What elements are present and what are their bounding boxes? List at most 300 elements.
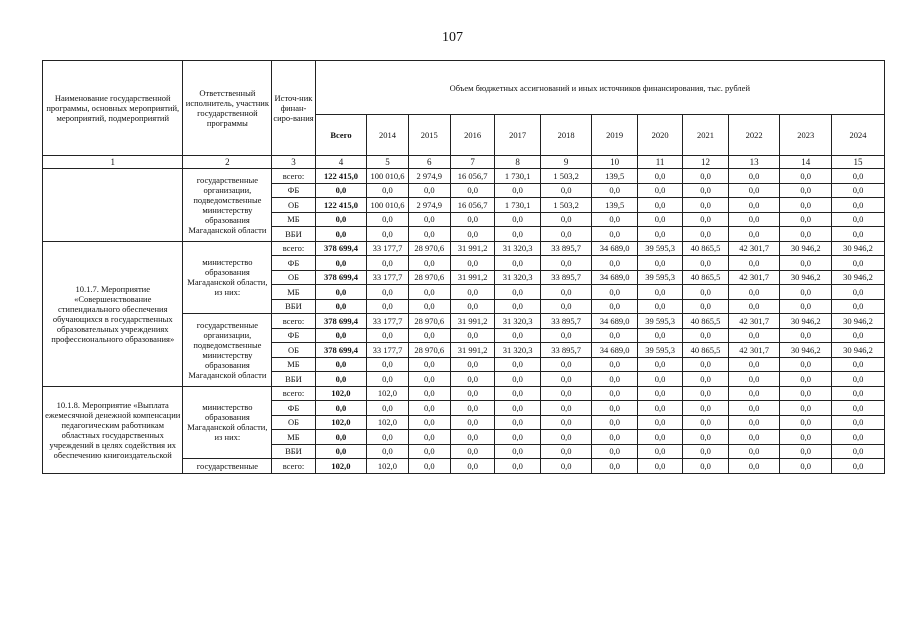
year-value-2024: 30 946,2	[832, 270, 885, 285]
year-value-2014: 0,0	[367, 285, 408, 300]
year-value-2019: 0,0	[592, 372, 637, 387]
total-cell: 102,0	[315, 415, 367, 430]
header-year-2016: 2016	[450, 115, 494, 156]
table-body	[43, 169, 885, 474]
year-value-2021: 0,0	[683, 256, 728, 271]
year-value-2014: 33 177,7	[367, 241, 408, 256]
year-value-2024: 30 946,2	[832, 241, 885, 256]
year-value-2018: 0,0	[540, 430, 592, 445]
year-value-2018: 33 895,7	[540, 343, 592, 358]
year-value-2021: 0,0	[683, 328, 728, 343]
year-value-2020: 39 595,3	[637, 270, 682, 285]
total-cell: 378 699,4	[315, 314, 367, 329]
year-value-2015: 0,0	[408, 357, 450, 372]
header-total: Всего	[315, 115, 367, 156]
year-value-2014: 0,0	[367, 299, 408, 314]
year-value-2018: 0,0	[540, 183, 592, 198]
year-value-2020: 0,0	[637, 227, 682, 242]
total-cell: 102,0	[315, 459, 367, 474]
year-value-2022: 0,0	[728, 401, 780, 416]
year-value-2023: 0,0	[780, 372, 832, 387]
year-value-2022: 0,0	[728, 415, 780, 430]
year-value-2017: 0,0	[495, 328, 540, 343]
funding-source-cell: ФБ	[272, 328, 315, 343]
year-value-2015: 0,0	[408, 444, 450, 459]
year-value-2022: 42 301,7	[728, 314, 780, 329]
year-value-2017: 1 730,1	[495, 169, 540, 184]
year-value-2020: 0,0	[637, 444, 682, 459]
year-value-2021: 0,0	[683, 430, 728, 445]
header-program-name: Наименование государственной программы, основных мероприятий, мероприятий, подмероприятий	[43, 61, 183, 156]
funding-source-cell: ВБИ	[272, 299, 315, 314]
executor-cell: министерство образования Магаданской области, из них:	[183, 241, 272, 314]
funding-source-cell: ОБ	[272, 343, 315, 358]
column-numbers-row	[43, 156, 885, 169]
year-value-2017: 0,0	[495, 227, 540, 242]
year-value-2016: 0,0	[450, 212, 494, 227]
header-year-2023: 2023	[780, 115, 832, 156]
year-value-2016: 0,0	[450, 415, 494, 430]
year-value-2014: 0,0	[367, 444, 408, 459]
year-value-2022: 0,0	[728, 285, 780, 300]
year-value-2024: 0,0	[832, 401, 885, 416]
year-value-2019: 0,0	[592, 430, 637, 445]
year-value-2022: 0,0	[728, 372, 780, 387]
year-value-2019: 0,0	[592, 415, 637, 430]
year-value-2016: 0,0	[450, 256, 494, 271]
year-value-2015: 0,0	[408, 299, 450, 314]
year-value-2021: 0,0	[683, 299, 728, 314]
year-value-2017: 0,0	[495, 459, 540, 474]
funding-source-cell: МБ	[272, 430, 315, 445]
year-value-2019: 0,0	[592, 212, 637, 227]
total-cell: 0,0	[315, 430, 367, 445]
year-value-2020: 0,0	[637, 372, 682, 387]
year-value-2021: 0,0	[683, 198, 728, 213]
total-cell: 0,0	[315, 401, 367, 416]
year-value-2022: 0,0	[728, 212, 780, 227]
year-value-2019: 139,5	[592, 198, 637, 213]
year-value-2018: 0,0	[540, 386, 592, 401]
year-value-2020: 0,0	[637, 256, 682, 271]
year-value-2020: 0,0	[637, 328, 682, 343]
year-value-2021: 0,0	[683, 357, 728, 372]
header-year-2021: 2021	[683, 115, 728, 156]
year-value-2016: 31 991,2	[450, 314, 494, 329]
column-number-5: 5	[367, 156, 408, 169]
year-value-2021: 0,0	[683, 183, 728, 198]
year-value-2017: 31 320,3	[495, 343, 540, 358]
year-value-2014: 33 177,7	[367, 343, 408, 358]
funding-source-cell: всего:	[272, 241, 315, 256]
year-value-2021: 0,0	[683, 169, 728, 184]
year-value-2019: 0,0	[592, 328, 637, 343]
year-value-2017: 0,0	[495, 401, 540, 416]
year-value-2021: 0,0	[683, 415, 728, 430]
year-value-2018: 0,0	[540, 256, 592, 271]
total-cell: 0,0	[315, 444, 367, 459]
year-value-2015: 0,0	[408, 459, 450, 474]
program-name-cell	[43, 169, 183, 242]
program-name-cell: 10.1.8. Мероприятие «Выплата ежемесячной денежной компенсации педагогическим работникам областных государственных учреждений в целях содействия их обеспечению книгоиздательской	[43, 386, 183, 473]
year-value-2014: 100 010,6	[367, 198, 408, 213]
year-value-2018: 0,0	[540, 357, 592, 372]
column-number-2: 2	[183, 156, 272, 169]
header-volume: Объем бюджетных ассигнований и иных источников финансирования, тыс. рублей	[315, 61, 884, 115]
funding-source-cell: ФБ	[272, 183, 315, 198]
year-value-2017: 0,0	[495, 415, 540, 430]
total-cell: 0,0	[315, 372, 367, 387]
year-value-2024: 30 946,2	[832, 343, 885, 358]
year-value-2020: 0,0	[637, 357, 682, 372]
year-value-2017: 0,0	[495, 430, 540, 445]
year-value-2023: 0,0	[780, 386, 832, 401]
year-value-2017: 0,0	[495, 372, 540, 387]
year-value-2021: 0,0	[683, 285, 728, 300]
column-number-3: 3	[272, 156, 315, 169]
total-cell: 0,0	[315, 183, 367, 198]
executor-cell: государственные	[183, 459, 272, 474]
year-value-2018: 0,0	[540, 415, 592, 430]
year-value-2015: 0,0	[408, 415, 450, 430]
year-value-2021: 40 865,5	[683, 314, 728, 329]
year-value-2023: 0,0	[780, 198, 832, 213]
year-value-2024: 0,0	[832, 444, 885, 459]
header-funding-source: Источ-ник финан-сиро-вания	[272, 61, 315, 156]
executor-cell: министерство образования Магаданской области, из них:	[183, 386, 272, 459]
year-value-2014: 0,0	[367, 430, 408, 445]
funding-source-cell: МБ	[272, 212, 315, 227]
year-value-2023: 0,0	[780, 299, 832, 314]
year-value-2015: 0,0	[408, 386, 450, 401]
year-value-2023: 30 946,2	[780, 314, 832, 329]
year-value-2023: 30 946,2	[780, 241, 832, 256]
year-value-2016: 0,0	[450, 430, 494, 445]
year-value-2015: 0,0	[408, 256, 450, 271]
year-value-2016: 31 991,2	[450, 270, 494, 285]
total-cell: 0,0	[315, 299, 367, 314]
total-cell: 378 699,4	[315, 270, 367, 285]
year-value-2022: 0,0	[728, 328, 780, 343]
year-value-2021: 40 865,5	[683, 270, 728, 285]
year-value-2018: 0,0	[540, 299, 592, 314]
funding-source-cell: ВБИ	[272, 444, 315, 459]
year-value-2015: 2 974,9	[408, 198, 450, 213]
year-value-2017: 0,0	[495, 256, 540, 271]
year-value-2019: 0,0	[592, 256, 637, 271]
year-value-2014: 33 177,7	[367, 270, 408, 285]
year-value-2022: 0,0	[728, 256, 780, 271]
year-value-2022: 0,0	[728, 444, 780, 459]
year-value-2023: 0,0	[780, 256, 832, 271]
budget-table-container	[42, 60, 885, 474]
year-value-2019: 0,0	[592, 299, 637, 314]
year-value-2022: 42 301,7	[728, 241, 780, 256]
year-value-2015: 28 970,6	[408, 314, 450, 329]
year-value-2016: 0,0	[450, 386, 494, 401]
year-value-2016: 0,0	[450, 459, 494, 474]
funding-source-cell: ВБИ	[272, 372, 315, 387]
year-value-2020: 0,0	[637, 183, 682, 198]
year-value-2022: 0,0	[728, 386, 780, 401]
year-value-2018: 0,0	[540, 444, 592, 459]
funding-source-cell: всего:	[272, 386, 315, 401]
year-value-2016: 0,0	[450, 372, 494, 387]
funding-source-cell: всего:	[272, 169, 315, 184]
year-value-2018: 0,0	[540, 285, 592, 300]
column-number-4: 4	[315, 156, 367, 169]
year-value-2019: 0,0	[592, 357, 637, 372]
year-value-2023: 0,0	[780, 227, 832, 242]
year-value-2017: 31 320,3	[495, 314, 540, 329]
year-value-2018: 0,0	[540, 227, 592, 242]
total-cell: 0,0	[315, 328, 367, 343]
year-value-2016: 31 991,2	[450, 241, 494, 256]
year-value-2024: 0,0	[832, 357, 885, 372]
column-number-6: 6	[408, 156, 450, 169]
year-value-2024: 0,0	[832, 459, 885, 474]
year-value-2023: 0,0	[780, 401, 832, 416]
year-value-2018: 0,0	[540, 372, 592, 387]
year-value-2019: 0,0	[592, 285, 637, 300]
year-value-2019: 0,0	[592, 401, 637, 416]
year-value-2016: 0,0	[450, 285, 494, 300]
year-value-2016: 0,0	[450, 299, 494, 314]
column-number-12: 12	[683, 156, 728, 169]
year-value-2024: 0,0	[832, 256, 885, 271]
year-value-2020: 0,0	[637, 401, 682, 416]
program-name-cell: 10.1.7. Мероприятие «Совершенствование стипендиального обеспечения обучающихся в государственных образовательных учреждениях профессионального образования»	[43, 241, 183, 386]
year-value-2024: 0,0	[832, 285, 885, 300]
year-value-2015: 0,0	[408, 183, 450, 198]
header-executor: Ответственный исполнитель, участник государственной программы	[183, 61, 272, 156]
year-value-2018: 1 503,2	[540, 169, 592, 184]
year-value-2015: 0,0	[408, 372, 450, 387]
year-value-2014: 0,0	[367, 372, 408, 387]
year-value-2020: 39 595,3	[637, 314, 682, 329]
year-value-2022: 0,0	[728, 169, 780, 184]
year-value-2017: 0,0	[495, 444, 540, 459]
total-cell: 0,0	[315, 256, 367, 271]
column-number-7: 7	[450, 156, 494, 169]
year-value-2014: 100 010,6	[367, 169, 408, 184]
funding-source-cell: всего:	[272, 459, 315, 474]
year-value-2024: 0,0	[832, 212, 885, 227]
year-value-2023: 0,0	[780, 444, 832, 459]
year-value-2021: 0,0	[683, 372, 728, 387]
year-value-2019: 0,0	[592, 183, 637, 198]
year-value-2024: 0,0	[832, 227, 885, 242]
column-number-13: 13	[728, 156, 780, 169]
header-year-2017: 2017	[495, 115, 540, 156]
header-year-2014: 2014	[367, 115, 408, 156]
year-value-2015: 0,0	[408, 227, 450, 242]
funding-source-cell: ОБ	[272, 270, 315, 285]
year-value-2022: 0,0	[728, 430, 780, 445]
total-cell: 0,0	[315, 357, 367, 372]
year-value-2020: 0,0	[637, 299, 682, 314]
year-value-2014: 0,0	[367, 256, 408, 271]
year-value-2018: 0,0	[540, 459, 592, 474]
year-value-2014: 0,0	[367, 328, 408, 343]
year-value-2016: 16 056,7	[450, 198, 494, 213]
year-value-2018: 33 895,7	[540, 314, 592, 329]
year-value-2023: 30 946,2	[780, 270, 832, 285]
year-value-2014: 0,0	[367, 227, 408, 242]
header-year-2018: 2018	[540, 115, 592, 156]
year-value-2017: 1 730,1	[495, 198, 540, 213]
year-value-2022: 0,0	[728, 227, 780, 242]
year-value-2023: 0,0	[780, 430, 832, 445]
year-value-2018: 1 503,2	[540, 198, 592, 213]
year-value-2017: 0,0	[495, 183, 540, 198]
total-cell: 122 415,0	[315, 198, 367, 213]
year-value-2021: 40 865,5	[683, 343, 728, 358]
year-value-2018: 0,0	[540, 328, 592, 343]
year-value-2020: 0,0	[637, 415, 682, 430]
year-value-2022: 0,0	[728, 299, 780, 314]
funding-source-cell: ВБИ	[272, 227, 315, 242]
executor-cell: государственные организации, подведомственные министерству образования Магаданской области	[183, 314, 272, 387]
year-value-2019: 34 689,0	[592, 343, 637, 358]
total-cell: 0,0	[315, 227, 367, 242]
table-row	[43, 241, 885, 256]
year-value-2024: 0,0	[832, 183, 885, 198]
page-number: 107	[442, 30, 463, 45]
year-value-2017: 0,0	[495, 386, 540, 401]
funding-source-cell: МБ	[272, 285, 315, 300]
year-value-2024: 0,0	[832, 299, 885, 314]
total-cell: 102,0	[315, 386, 367, 401]
header-year-2020: 2020	[637, 115, 682, 156]
year-value-2016: 0,0	[450, 328, 494, 343]
header-year-2019: 2019	[592, 115, 637, 156]
year-value-2020: 0,0	[637, 386, 682, 401]
year-value-2021: 0,0	[683, 227, 728, 242]
year-value-2019: 34 689,0	[592, 241, 637, 256]
year-value-2022: 0,0	[728, 357, 780, 372]
year-value-2020: 0,0	[637, 430, 682, 445]
total-cell: 378 699,4	[315, 241, 367, 256]
year-value-2017: 0,0	[495, 299, 540, 314]
funding-source-cell: ОБ	[272, 198, 315, 213]
year-value-2021: 0,0	[683, 386, 728, 401]
funding-source-cell: всего:	[272, 314, 315, 329]
header-year-2024: 2024	[832, 115, 885, 156]
column-number-9: 9	[540, 156, 592, 169]
year-value-2020: 0,0	[637, 212, 682, 227]
year-value-2014: 102,0	[367, 415, 408, 430]
year-value-2023: 30 946,2	[780, 343, 832, 358]
year-value-2014: 102,0	[367, 459, 408, 474]
year-value-2023: 0,0	[780, 459, 832, 474]
year-value-2018: 33 895,7	[540, 241, 592, 256]
year-value-2024: 0,0	[832, 198, 885, 213]
year-value-2017: 31 320,3	[495, 241, 540, 256]
year-value-2019: 34 689,0	[592, 270, 637, 285]
executor-cell: государственные организации, подведомственные министерству образования Магаданской области	[183, 169, 272, 242]
year-value-2024: 0,0	[832, 415, 885, 430]
year-value-2023: 0,0	[780, 212, 832, 227]
year-value-2021: 0,0	[683, 459, 728, 474]
year-value-2014: 0,0	[367, 183, 408, 198]
year-value-2024: 0,0	[832, 386, 885, 401]
year-value-2022: 0,0	[728, 198, 780, 213]
year-value-2023: 0,0	[780, 169, 832, 184]
funding-source-cell: ОБ	[272, 415, 315, 430]
year-value-2019: 139,5	[592, 169, 637, 184]
year-value-2015: 2 974,9	[408, 169, 450, 184]
year-value-2018: 0,0	[540, 212, 592, 227]
year-value-2015: 28 970,6	[408, 241, 450, 256]
column-number-1: 1	[43, 156, 183, 169]
year-value-2021: 40 865,5	[683, 241, 728, 256]
year-value-2017: 0,0	[495, 357, 540, 372]
year-value-2020: 0,0	[637, 169, 682, 184]
funding-source-cell: ФБ	[272, 401, 315, 416]
year-value-2016: 31 991,2	[450, 343, 494, 358]
year-value-2023: 0,0	[780, 415, 832, 430]
year-value-2022: 42 301,7	[728, 343, 780, 358]
year-value-2020: 0,0	[637, 198, 682, 213]
year-value-2023: 0,0	[780, 328, 832, 343]
budget-table	[42, 60, 885, 474]
table-row	[43, 169, 885, 184]
year-value-2015: 0,0	[408, 212, 450, 227]
column-number-11: 11	[637, 156, 682, 169]
year-value-2024: 0,0	[832, 328, 885, 343]
year-value-2017: 31 320,3	[495, 270, 540, 285]
year-value-2019: 34 689,0	[592, 314, 637, 329]
year-value-2020: 0,0	[637, 285, 682, 300]
year-value-2020: 39 595,3	[637, 241, 682, 256]
column-number-10: 10	[592, 156, 637, 169]
total-cell: 0,0	[315, 212, 367, 227]
year-value-2015: 0,0	[408, 285, 450, 300]
year-value-2014: 0,0	[367, 401, 408, 416]
year-value-2016: 0,0	[450, 227, 494, 242]
total-cell: 0,0	[315, 285, 367, 300]
table-row	[43, 386, 885, 401]
year-value-2021: 0,0	[683, 401, 728, 416]
year-value-2015: 0,0	[408, 430, 450, 445]
year-value-2017: 0,0	[495, 212, 540, 227]
column-number-8: 8	[495, 156, 540, 169]
year-value-2014: 0,0	[367, 357, 408, 372]
year-value-2014: 102,0	[367, 386, 408, 401]
year-value-2018: 0,0	[540, 401, 592, 416]
year-value-2024: 0,0	[832, 430, 885, 445]
year-value-2015: 0,0	[408, 401, 450, 416]
year-value-2014: 33 177,7	[367, 314, 408, 329]
header-year-2015: 2015	[408, 115, 450, 156]
year-value-2024: 0,0	[832, 372, 885, 387]
year-value-2014: 0,0	[367, 212, 408, 227]
year-value-2024: 0,0	[832, 169, 885, 184]
funding-source-cell: МБ	[272, 357, 315, 372]
year-value-2015: 28 970,6	[408, 270, 450, 285]
year-value-2023: 0,0	[780, 285, 832, 300]
header-year-2022: 2022	[728, 115, 780, 156]
year-value-2018: 33 895,7	[540, 270, 592, 285]
year-value-2022: 42 301,7	[728, 270, 780, 285]
total-cell: 378 699,4	[315, 343, 367, 358]
year-value-2017: 0,0	[495, 285, 540, 300]
year-value-2019: 0,0	[592, 227, 637, 242]
year-value-2022: 0,0	[728, 459, 780, 474]
year-value-2020: 0,0	[637, 459, 682, 474]
year-value-2022: 0,0	[728, 183, 780, 198]
